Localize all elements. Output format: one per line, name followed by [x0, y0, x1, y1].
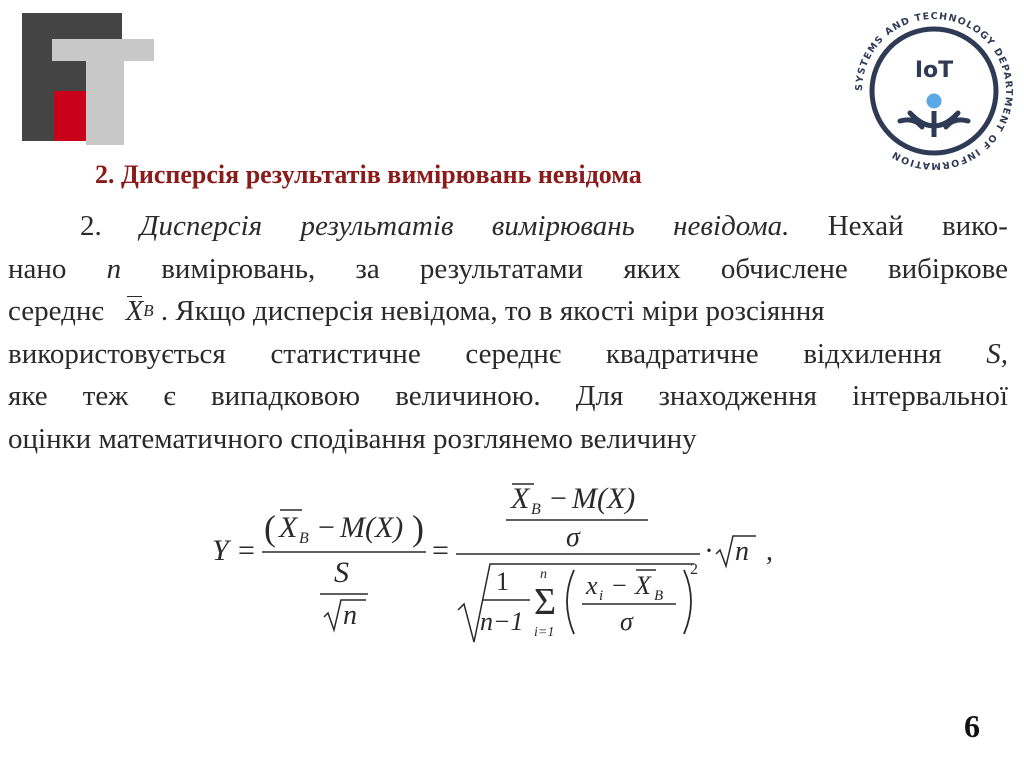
svg-text:−: − [612, 571, 627, 600]
svg-text:M(X): M(X) [572, 482, 636, 515]
svg-text:X: X [635, 571, 651, 600]
svg-text:x: x [586, 571, 598, 600]
svg-text:): ) [412, 508, 424, 548]
svg-text:(: ( [264, 508, 276, 548]
svg-text:n: n [735, 536, 749, 567]
svg-text:X: X [511, 482, 530, 515]
paragraph-line-5: яке теж є випадковою величиною. Для знаходження інтервальної [8, 380, 1008, 412]
slide-title: 2. Дисперсія результатів вимірювань невідома [95, 160, 642, 189]
body-paragraph [8, 205, 1008, 460]
svg-text:Y: Y [212, 534, 229, 567]
svg-text:B: B [531, 501, 541, 518]
page-number: 6 [964, 708, 980, 744]
iot-department-logo [848, 5, 1020, 177]
svg-text:σ: σ [620, 607, 633, 636]
svg-text:B: B [654, 588, 664, 604]
logo-iot-text: IoT [914, 58, 954, 83]
svg-text:X: X [279, 511, 298, 544]
svg-text:−: − [550, 482, 567, 515]
svg-text:=: = [238, 534, 255, 567]
svg-text:S: S [334, 556, 349, 589]
svg-text:1: 1 [496, 567, 509, 596]
svg-text:2: 2 [690, 561, 698, 578]
svg-text:,: , [766, 536, 773, 567]
svg-text:σ: σ [566, 522, 580, 553]
svg-text:n: n [343, 600, 357, 631]
paragraph-line-2: нано n вимірювань, за результатами яких обчислене вибіркове [8, 252, 1008, 285]
svg-text:=: = [432, 534, 449, 567]
svg-text:n−1: n−1 [480, 607, 524, 636]
paragraph-line-1: 2. Дисперсія результатів вимірювань невідома. Нехай вико- [80, 210, 1008, 242]
department-logo [22, 13, 154, 145]
paragraph-line-4: використовується статистичне середнє квадратичне відхилення S, [8, 337, 1008, 370]
svg-text:B: B [299, 530, 309, 547]
paragraph-line-6: оцінки математичного сподівання розглянемо величину [8, 422, 697, 455]
svg-text:·: · [704, 534, 714, 567]
t-statistic-formula [200, 470, 800, 655]
svg-text:i: i [599, 588, 604, 604]
svg-text:i=1: i=1 [534, 625, 555, 640]
svg-text:−: − [318, 511, 335, 544]
svg-text:SYSTEMS AND TECHNOLOGY DEPARTM [854, 11, 1014, 171]
paragraph-line-3: середнє X B . Якщо дисперсія невідома, то в якості міри розсіяння [8, 290, 1008, 333]
svg-text:n: n [540, 567, 547, 582]
logo-ring-text: SYSTEMS AND TECHNOLOGY DEPARTMENT OF INFORMATION [853, 10, 1015, 172]
svg-text:M(X): M(X) [340, 511, 404, 544]
svg-text:Σ: Σ [534, 581, 557, 623]
